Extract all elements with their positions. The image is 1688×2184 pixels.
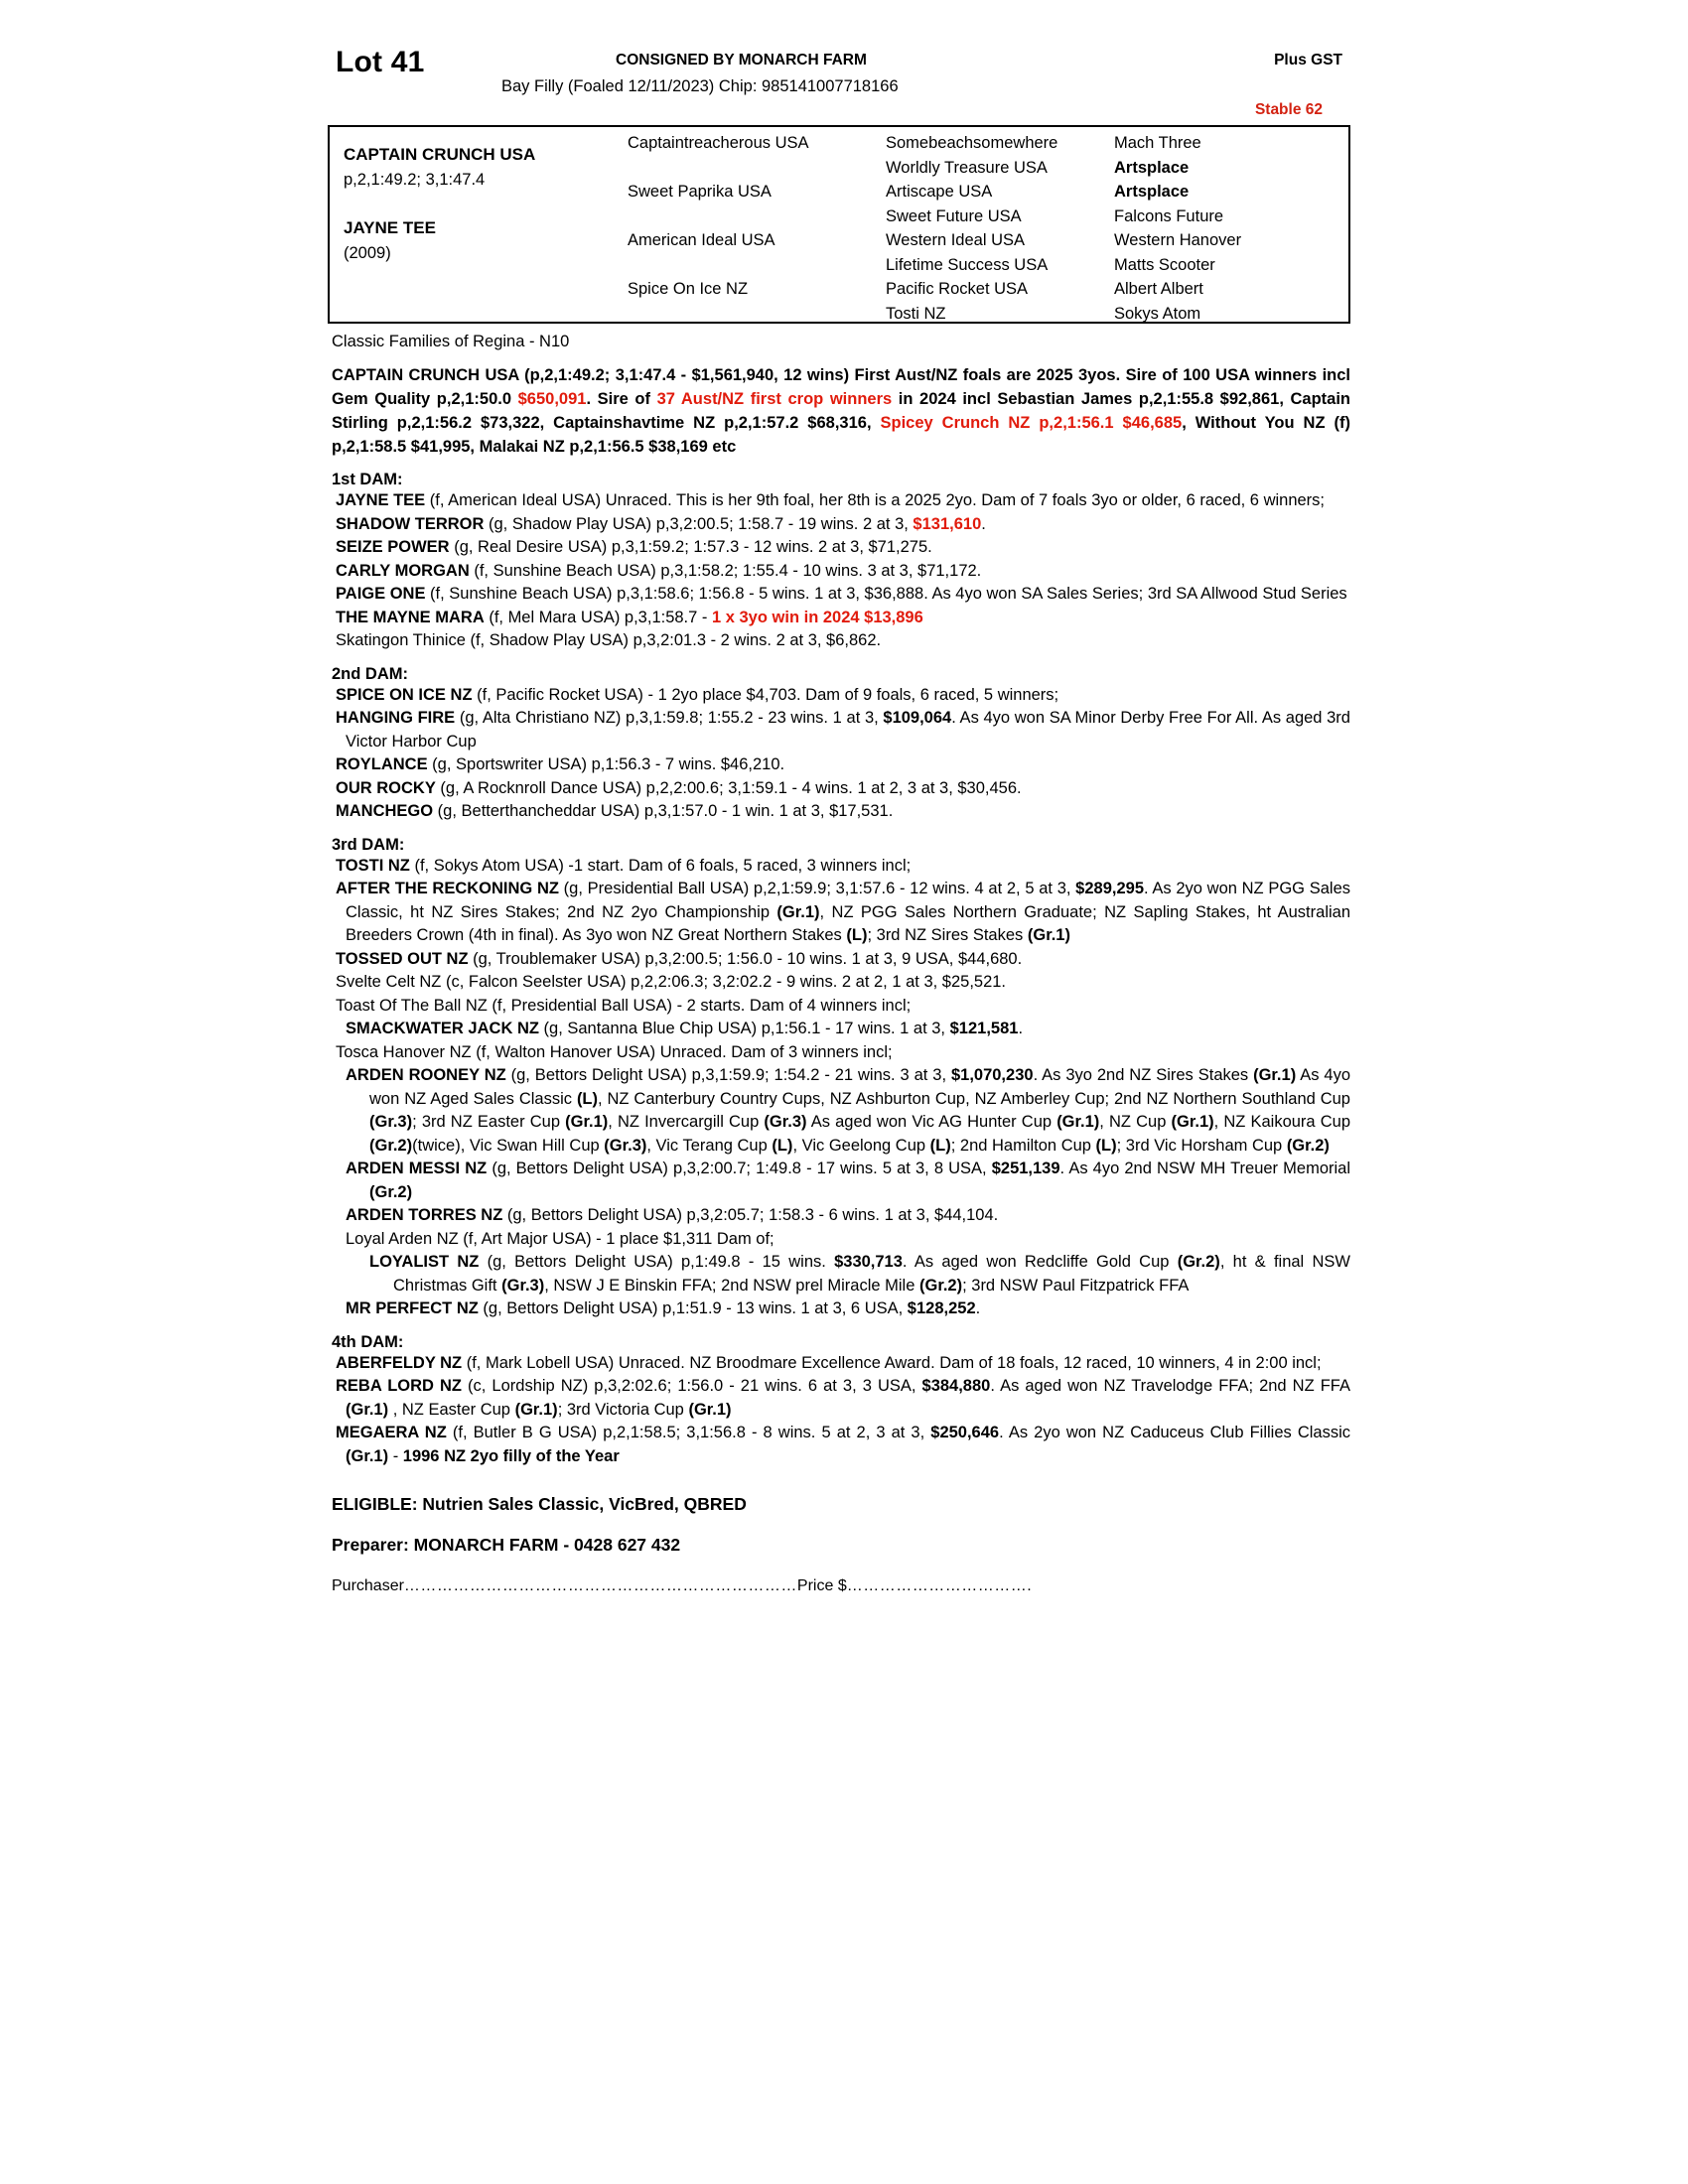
gen3-4: Sweet Future USA [886,206,1022,225]
sire-blurb-part2: . Sire of [586,390,657,408]
progeny-entry: SHADOW TERROR (g, Shadow Play USA) p,3,2:00.5; 1:58.7 - 19 wins. 2 at 3, $131,610. [336,514,986,533]
stable-badge: Stable 62 [1254,101,1323,118]
dam-lead: JAYNE TEE (f, American Ideal USA) Unraced. This is her 9th foal, her 8th is a 2025 2yo. Dam of 7 foals 3yo or older, 6 raced, 6 winners; [336,491,1326,509]
price-dots: …………………… [846,1577,978,1594]
progeny-entry: Tosca Hanover NZ (f, Walton Hanover USA) Unraced. Dam of 3 winners incl; [336,1042,893,1061]
sire-dam: Sweet Paprika USA [628,183,772,201]
progeny-entry: ARDEN MESSI NZ (g, Bettors Delight USA) p,3,2:00.7; 1:49.8 - 17 wins. 5 at 3, 8 USA, $251,139. As 4yo 2nd NSW MH Treuer Memorial (Gr.2) [346,1160,1350,1201]
gen3-1: Somebeachsomewhere [886,134,1058,152]
progeny-entry: PAIGE ONE (f, Sunshine Beach USA) p,3,1:58.6; 1:56.8 - 5 wins. 1 at 3, $36,888. As 4yo won SA Sales Series; 3rd SA Allwood Stud Series [336,585,1347,603]
price-label: Price $ [796,1577,847,1594]
dam-lead: ABERFELDY NZ (f, Mark Lobell USA) Unraced. NZ Broodmare Excellence Award. Dam of 18 foals, 12 raced, 10 winners, 4 in 2:00 incl; [336,1353,1322,1372]
gen4-6: Matts Scooter [1114,255,1215,274]
progeny-entry: SMACKWATER JACK NZ (g, Santanna Blue Chip USA) p,1:56.1 - 17 wins. 1 at 3, $121,581. [346,1020,1024,1037]
consignor-label: CONSIGNED BY MONARCH FARM [616,52,867,68]
gen4-5: Western Hanover [1114,231,1242,249]
dam-heading: 1st DAM: [332,471,403,488]
sire-blurb-earnings: $650,091 [517,390,587,408]
dam-heading: 2nd DAM: [332,664,408,683]
progeny-entry: MANCHEGO (g, Betterthancheddar USA) p,3,1:57.0 - 1 win. 1 at 3, $17,531. [336,802,894,820]
progeny-entry: Loyal Arden NZ (f, Art Major USA) - 1 place $1,311 Dam of; [346,1229,774,1248]
purchaser-dots: ……………………………………………………………… [403,1577,797,1594]
dam-heading: 3rd DAM: [332,835,405,854]
sire-record: p,2,1:49.2; 3,1:47.4 [344,170,486,189]
progeny-entry: MEGAERA NZ (f, Butler B G USA) p,2,1:58.5; 3,1:56.8 - 8 wins. 5 at 2, 3 at 3, $250,646. As 2yo won NZ Caduceus Club Fillies Classic (Gr.1) - 1996 NZ 2yo filly of the Year [336,1424,1351,1465]
dam-lead: TOSTI NZ (f, Sokys Atom USA) -1 start. Dam of 6 foals, 5 raced, 3 winners incl; [336,856,912,875]
price-dots-2: ………. [977,1577,1033,1594]
eligible-line: ELIGIBLE: Nutrien Sales Classic, VicBred, QBRED [332,1494,747,1514]
pedigree-col2 [628,131,809,302]
preparer-line: Preparer: MONARCH FARM - 0428 627 432 [332,1535,681,1555]
progeny-entry: REBA LORD NZ (c, Lordship NZ) p,3,2:02.6; 1:56.0 - 21 wins. 6 at 3, 3 USA, $384,880. As aged won NZ Travelodge FFA; 2nd NZ FFA (Gr.1) , NZ Easter Cup (Gr.1); 3rd Victoria Cup (Gr.1) [336,1377,1350,1419]
sire-blurb-firstcrop: 37 Aust/NZ first crop winners [656,390,893,408]
dam-sire: American Ideal USA [628,231,775,249]
progeny-entry: ARDEN ROONEY NZ (g, Bettors Delight USA) p,3,1:59.9; 1:54.2 - 21 wins. 3 at 3, $1,070,230. As 3yo 2nd NZ Sires Stakes (Gr.1) As 4yo won NZ Aged Sales Classic (L), NZ Canterbury Country Cups, NZ Ashburton Cup, NZ Amberley Cup; 2nd NZ Northern Southland Cup (Gr.3); 3rd NZ Easter Cup (Gr.1), NZ Invercargill Cup (Gr.3) As aged won Vic AG Hunter Cup (Gr.1), NZ Cup (Gr.1), NZ Kaikoura Cup (Gr.2)(twice), Vic Swan Hill Cup (Gr.3), Vic Terang Cup (L), Vic Geelong Cup (L); 2nd Hamilton Cup (L); 3rd Vic Horsham Cup (Gr.2) [346,1066,1350,1155]
pedigree-table [328,125,1350,324]
animal-description: Bay Filly (Foaled 12/11/2023) Chip: 985141007718166 [501,77,899,95]
progeny-entry: SEIZE POWER (g, Real Desire USA) p,3,1:59.2; 1:57.3 - 12 wins. 2 at 3, $71,275. [336,538,932,556]
dam-year: (2009) [344,243,391,262]
pedigree-col4 [1114,131,1241,326]
sire-blurb-part3: in 2024 incl Sebastian James p,2,1:55.8 $92,861, Captain Stirling p,2,1:56.2 $73,322, Captainshavtime NZ p,2,1:57.2 $68,316, [332,390,1350,432]
progeny-entry: Svelte Celt NZ (c, Falcon Seelster USA) p,2,2:06.3; 3,2:02.2 - 9 wins. 2 at 2, 1 at 3, $25,521. [336,973,1007,991]
progeny-entry: MR PERFECT NZ (g, Bettors Delight USA) p,1:51.9 - 13 wins. 1 at 3, 6 USA, $128,252. [346,1299,981,1317]
classic-families-line: Classic Families of Regina - N10 [332,333,570,350]
gen3-8: Tosti NZ [886,304,946,323]
progeny-entry: Skatingon Thinice (f, Shadow Play USA) p,3,2:01.3 - 2 wins. 2 at 3, $6,862. [336,631,882,649]
pedigree-col3 [886,131,1057,326]
page-header [328,40,1350,121]
gen3-2: Worldly Treasure USA [886,158,1048,177]
gen3-6: Lifetime Success USA [886,255,1049,274]
dam-heading: 4th DAM: [332,1332,404,1351]
gen4-7: Albert Albert [1114,280,1203,298]
sire-name: CAPTAIN CRUNCH USA [344,145,536,164]
gen4-1: Mach Three [1114,134,1201,152]
gen4-3: Artsplace [1114,183,1190,201]
progeny-entry: OUR ROCKY (g, A Rocknroll Dance USA) p,2,2:00.6; 3,1:59.1 - 4 wins. 1 at 2, 3 at 3, $30,456. [336,778,1022,797]
sire-blurb [328,363,1350,459]
progeny-entry: THE MAYNE MARA (f, Mel Mara USA) p,3,1:58.7 - 1 x 3yo win in 2024 $13,896 [336,608,923,626]
pedigree-dam-block [344,216,436,265]
progeny-entry: ARDEN TORRES NZ (g, Bettors Delight USA) p,3,2:05.7; 1:58.3 - 6 wins. 1 at 3, $44,104. [346,1206,999,1224]
pedigree-sire-block [344,143,535,192]
progeny-entry: TOSSED OUT NZ (g, Troublemaker USA) p,3,2:00.5; 1:56.0 - 10 wins. 1 at 3, 9 USA, $44,680. [336,949,1023,968]
sire-blurb-part4: , Without You NZ (f) p,2,1:58.5 $41,995, Malakai NZ p,2,1:56.5 $38,169 etc [332,414,1350,456]
progeny-entry: LOYALIST NZ (g, Bettors Delight USA) p,1:49.8 - 15 wins. $330,713. As aged won Redcliffe Gold Cup (Gr.2), ht & final NSW Christmas Gift (Gr.3), NSW J E Binskin FFA; 2nd NSW prel Miracle Mile (Gr.2); 3rd NSW Paul Fitzpatrick FFA [369,1253,1350,1295]
dam-sections [328,471,1350,1468]
gen4-4: Falcons Future [1114,206,1224,225]
progeny-entry: CARLY MORGAN (f, Sunshine Beach USA) p,3,1:58.2; 1:55.4 - 10 wins. 3 at 3, $71,172. [336,561,982,580]
gen3-5: Western Ideal USA [886,231,1026,249]
catalogue-sheet [328,40,1350,1595]
gen4-8: Sokys Atom [1114,304,1201,323]
progeny-entry: ROYLANCE (g, Sportswriter USA) p,1:56.3 - 7 wins. $46,210. [336,755,785,773]
purchaser-label: Purchaser [332,1577,404,1594]
purchaser-line [328,1577,1350,1595]
progeny-entry: AFTER THE RECKONING NZ (g, Presidential Ball USA) p,2,1:59.9; 3,1:57.6 - 12 wins. 4 at 2, 5 at 3, $289,295. As 2yo won NZ PGG Sales Classic, ht NZ Sires Stakes; 2nd NZ 2yo Championship (Gr.1), NZ PGG Sales Northern Graduate; NZ Sapling Stakes, ht Australian Breeders Crown (4th in final). As 3yo won NZ Great Northern Stakes (L); 3rd NZ Sires Stakes (Gr.1) [336,880,1351,944]
sire-blurb-part1: CAPTAIN CRUNCH USA (p,2,1:49.2; 3,1:47.4 - $1,561,940, 12 wins) First Aust/NZ foals are 2025 3yos. Sire of 100 USA winners incl Gem Quality p,2,1:50.0 [332,366,1350,408]
dam-lead: SPICE ON ICE NZ (f, Pacific Rocket USA) - 1 2yo place $4,703. Dam of 9 foals, 6 raced, 5 winners; [336,685,1059,704]
plus-gst-label: Plus GST [1274,52,1342,68]
sire-sire: Captaintreacherous USA [628,134,809,152]
gen3-3: Artiscape USA [886,183,993,201]
lot-number: Lot 41 [336,46,425,78]
gen3-7: Pacific Rocket USA [886,280,1029,298]
gen4-2: Artsplace [1114,158,1190,177]
progeny-entry: Toast Of The Ball NZ (f, Presidential Ball USA) - 2 starts. Dam of 4 winners incl; [336,996,912,1015]
sire-blurb-spicey: Spicey Crunch NZ p,2,1:56.1 $46,685 [880,414,1183,432]
dam-dam: Spice On Ice NZ [628,280,749,298]
dam-name: JAYNE TEE [344,218,436,237]
progeny-entry: HANGING FIRE (g, Alta Christiano NZ) p,3,1:59.8; 1:55.2 - 23 wins. 1 at 3, $109,064. As 4yo won SA Minor Derby Free For All. As aged 3rd Victor Harbor Cup [336,709,1350,751]
